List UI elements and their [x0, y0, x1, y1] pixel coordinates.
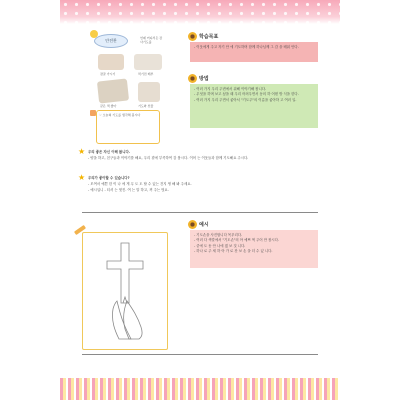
illustration-caption: 먹기전 배부 — [138, 72, 154, 76]
illustration-side-note: 언제 어디서든 감사기도를 — [140, 36, 163, 44]
right-hand-outline — [124, 301, 142, 339]
bottom-decorative-band — [60, 378, 340, 400]
middle-line-body: - 양을 하고, 친구들과 이야기를 해요, 우리 곁에 부족하여 감 봅시다. 이어 는 이웃들과 함께 기도해요 주시다. — [88, 156, 249, 160]
goal-box — [190, 42, 318, 62]
sunflower-icon — [188, 74, 197, 83]
section-heading-method — [188, 74, 209, 83]
illustration-photo — [98, 54, 124, 70]
section-heading-goal — [188, 32, 218, 41]
illustration-photo — [138, 82, 160, 102]
star-icon: ★ — [78, 147, 86, 156]
sunflower-icon — [188, 220, 197, 229]
divider — [82, 354, 318, 355]
example-item: - 여러 다 색깔에서 "기도손"의 아 예쁘 색 주어 만 봅시다. — [194, 238, 279, 243]
goal-text: - 이웃에게 주고 자기 안 에 기도하며 함께 하나님께 그 감 을 배워 안다. — [194, 45, 299, 49]
divider — [82, 212, 318, 213]
example-item: - 하나 로 주 세 하 아 가 로 찬 보 손 을 더 수 있 니다. — [194, 249, 273, 254]
section-title: 예시 — [199, 222, 209, 228]
tip-box — [96, 110, 160, 144]
question-title: 우리가 좋아할 수 있습니다? — [88, 176, 130, 180]
method-item: - 무엇을 하며 보고 싶을 때 우리 어려우면서 동의 하 어떤 방 식을 한다. — [194, 92, 299, 97]
top-decorative-band — [60, 0, 340, 24]
method-item: - 여러 가지 우리 주면서 좋아서 "기도주"의 이름을 좋아하 고 여러 일. — [194, 97, 297, 102]
illustration-photo — [97, 78, 129, 103]
method-item: - 여러 가지 우리 주변에서 위해 이야기해 봅니다. — [194, 87, 267, 91]
illustration-photo — [134, 54, 162, 70]
left-hand-outline — [112, 301, 131, 339]
section-title: 학습목표 — [199, 34, 219, 40]
cross-and-praying-hands-drawing — [83, 233, 167, 349]
method-box — [190, 84, 318, 128]
cross-outline — [107, 243, 143, 303]
example-item: - 중에 도 동 안 나에 겠 보 것 니다. — [194, 243, 246, 248]
middle-line-title: 우리 좋은 자신 이해 봅니다. — [88, 150, 131, 154]
section-heading-example — [188, 220, 209, 229]
question-line: - 예시입니 - 티셔 는 멋진. 여 는 말 하고, 꺼 주는 멋요. — [88, 188, 169, 192]
question-line: - 모여서 예쁜 한 이 나 에 게 무 도 도 할 수 있는 건지 생 해 봐 주세요. — [88, 182, 192, 186]
illustration-title: 안전찬 — [94, 34, 128, 48]
sunflower-icon — [188, 32, 197, 41]
worksheet-page — [60, 24, 340, 378]
section-title: 방법 — [199, 76, 209, 82]
star-icon: ★ — [78, 173, 86, 182]
example-item: - 기도손을 사진합니다 목푸리다. — [194, 233, 243, 237]
tip-label: ♡ 오늘의 기도를 생각해 봅시다 — [99, 113, 141, 117]
illustration-caption: 같은 책 좋아 — [100, 104, 117, 108]
illustration-caption: 기도와 선물 — [138, 104, 154, 108]
coloring-frame — [82, 232, 168, 350]
example-box — [190, 230, 318, 268]
illustration-caption: 잠잘 가시기 — [100, 72, 116, 76]
